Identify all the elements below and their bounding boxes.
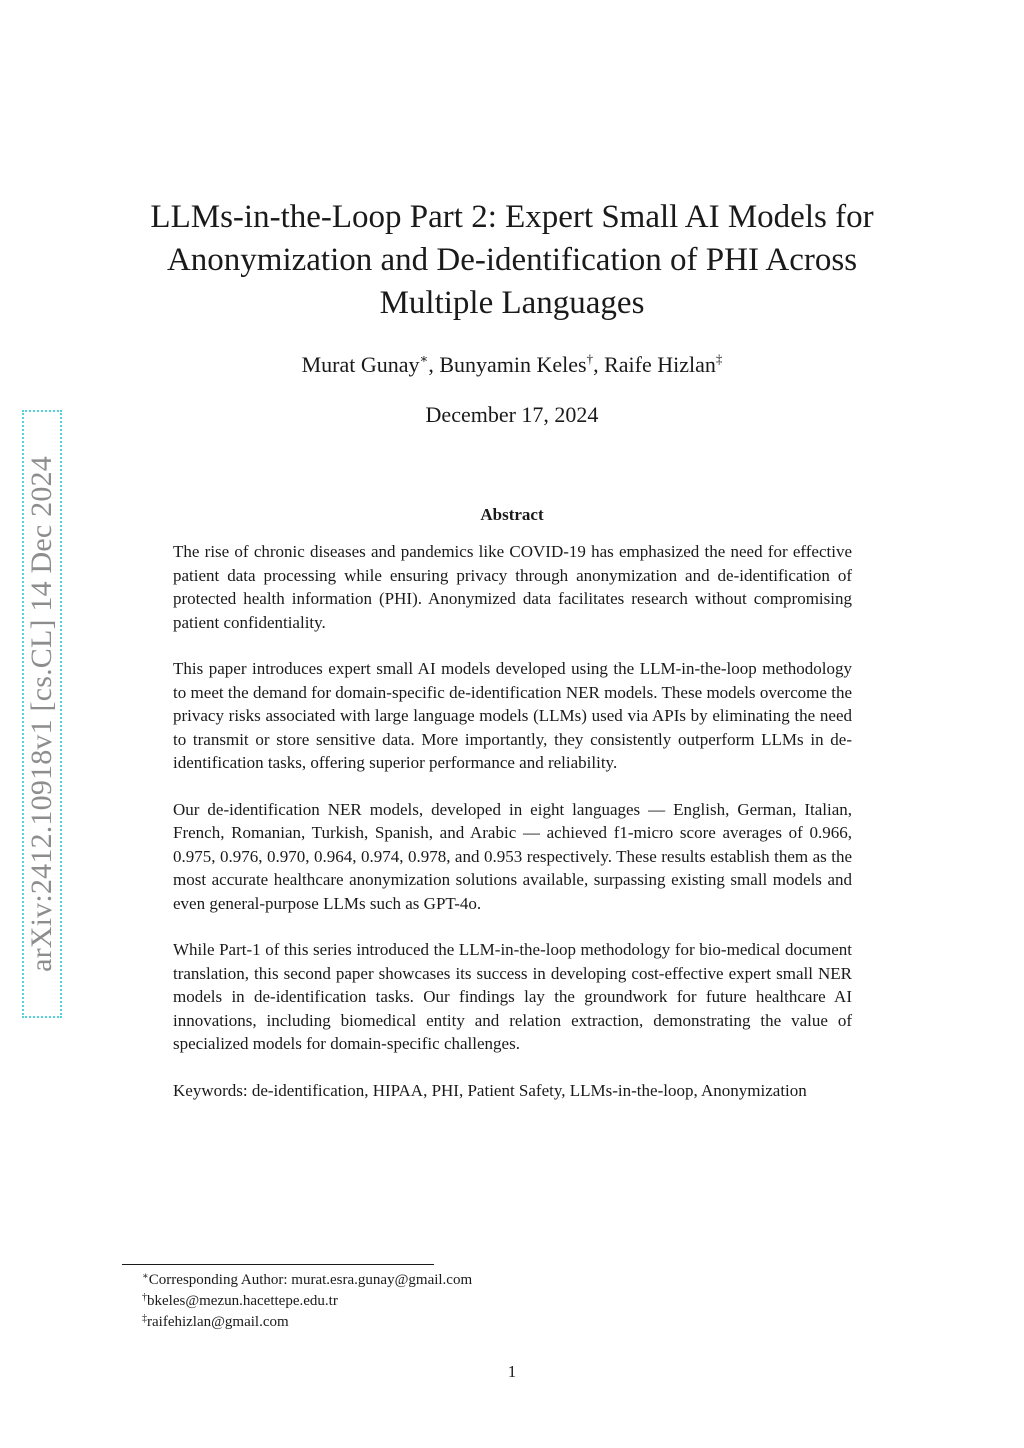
footnotes [142, 1270, 842, 1333]
keywords: Keywords: de-identification, HIPAA, PHI, Patient Safety, LLMs-in-the-loop, Anonymization [173, 1080, 807, 1100]
footnote-text: Corresponding Author: murat.esra.gunay@gmail.com [148, 1272, 473, 1288]
author-name: Bunyamin Keles [439, 352, 587, 377]
page-number: 1 [507, 1362, 517, 1381]
footnote [142, 1312, 842, 1333]
paper-title: LLMs-in-the-Loop Part 2: Expert Small AI Models for Anonymization and De-identification of PHI Across Multiple Languages [150, 199, 874, 321]
abstract-paragraph: The rise of chronic diseases and pandemics like COVID-19 has emphasized the need for effective patient data processing while ensuring privacy through anonymization and de-identification of protected health information (PHI). Anonymized data facilitates research without compromising patient confidentiality. [173, 542, 852, 632]
footnote [142, 1291, 842, 1312]
arxiv-stamp [22, 410, 62, 1018]
author-list: Murat Gunay∗, Bunyamin Keles†, Raife Hizlan‡ [301, 351, 723, 377]
arxiv-identifier: arXiv:2412.10918v1 [cs.CL] 14 Dec 2024 [25, 456, 58, 972]
publication-date: December 17, 2024 [425, 402, 599, 427]
author-footnote-mark: ∗ [419, 351, 429, 366]
footnote-text: raifehizlan@gmail.com [147, 1314, 289, 1330]
abstract-body [173, 540, 852, 1125]
abstract-heading: Abstract [480, 505, 544, 524]
author-footnote-mark: ‡ [715, 351, 723, 366]
footnote-text: bkeles@mezun.hacettepe.edu.tr [147, 1293, 338, 1309]
author-name: Raife Hizlan [604, 352, 716, 377]
author-footnote-mark: † [586, 351, 594, 366]
footnote-mark: † [142, 1292, 147, 1303]
abstract-paragraph: While Part-1 of this series introduced the LLM-in-the-loop methodology for bio-medical document translation, this second paper showcases its success in developing cost-effective expert small NER models in de-identification tasks. Our findings lay the groundwork for future healthcare AI innovations, including biomedical entity and relation extraction, demonstrating the value of specialized models for domain-specific challenges. [173, 940, 852, 1053]
footnote-mark: ∗ [142, 1271, 149, 1282]
footnote [142, 1270, 842, 1291]
abstract-paragraph: This paper introduces expert small AI models developed using the LLM-in-the-loop methodology to meet the demand for domain-specific de-identification NER models. These models overcome the privacy risks associated with large language models (LLMs) used via APIs by eliminating the need to transmit or store sensitive data. More importantly, they consistently outperform LLMs in de-identification tasks, offering superior performance and reliability. [173, 659, 852, 772]
author-name: Murat Gunay [301, 352, 420, 377]
footnote-divider [122, 1264, 434, 1265]
abstract-paragraph: Our de-identification NER models, developed in eight languages — English, German, Italian, French, Romanian, Turkish, Spanish, and Arabic — achieved f1-micro score averages of 0.966, 0.975, 0.976, 0.970, 0.964, 0.974, 0.978, and 0.953 respectively. These results establish them as the most accurate healthcare anonymization solutions available, surpassing existing small models and even general-purpose LLMs such as GPT-4o. [173, 799, 852, 913]
footnote-mark: ‡ [142, 1313, 147, 1324]
